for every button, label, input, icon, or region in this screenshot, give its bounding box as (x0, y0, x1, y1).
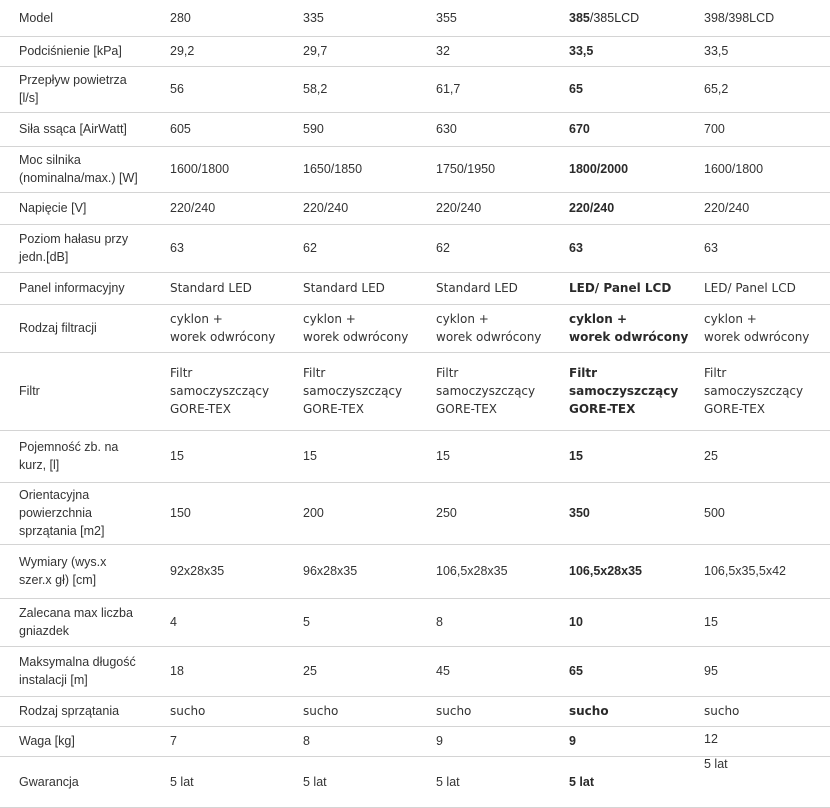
value-cell: 590 (303, 122, 324, 136)
value-cell: 150 (170, 506, 191, 520)
value-cell: 62 (436, 241, 450, 255)
table-row (0, 430, 830, 483)
value-cell: 670 (569, 122, 590, 136)
row-label: Maksymalna długość instalacji [m] (19, 655, 136, 687)
value-cell: 29,7 (303, 44, 328, 58)
value-cell: 1650/1850 (303, 162, 363, 176)
value-cell: LED/ Panel LCD (704, 281, 796, 295)
value-cell: 9 (569, 734, 576, 748)
value-cell: 63 (569, 241, 583, 255)
value-cell: 630 (436, 122, 457, 136)
value-cell: Standard LED (303, 281, 385, 295)
value-cell: 4 (170, 615, 177, 629)
value-cell: 1600/1800 (704, 162, 764, 176)
value-cell: sucho (436, 704, 472, 718)
table-row (0, 598, 830, 647)
value-cell: 700 (704, 122, 725, 136)
row-label: Waga [kg] (19, 734, 75, 748)
row-label: Orientacyjna powierzchnia sprzątania [m2] (19, 488, 105, 538)
value-cell: 25 (704, 449, 718, 463)
value-cell: 15 (303, 449, 317, 463)
value-cell: 95 (704, 664, 718, 678)
value-cell: 63 (170, 241, 184, 255)
value-cell: 63 (704, 241, 718, 255)
value-cell: 5 lat (569, 774, 595, 789)
value-cell: Standard LED (170, 281, 252, 295)
value-cell: 5 lat (704, 756, 728, 771)
value-cell: 220/240 (170, 201, 216, 215)
row-label: Filtr (19, 384, 40, 398)
value-cell: cyklon + worek odwrócony (170, 312, 276, 344)
table-row (0, 544, 830, 599)
table-row (0, 224, 830, 273)
row-label: Rodzaj filtracji (19, 321, 97, 335)
value-cell: 61,7 (436, 82, 461, 96)
value-cell: 65 (569, 82, 583, 96)
value-cell: 350 (569, 506, 590, 520)
value-cell: 398/398LCD (704, 11, 775, 25)
value-cell: 25 (303, 664, 317, 678)
value-cell: 1750/1950 (436, 162, 496, 176)
value-cell: 220/240 (569, 201, 615, 215)
value-cell: 29,2 (170, 44, 195, 58)
value-cell: 355 (436, 11, 457, 25)
value-cell: 32 (436, 44, 450, 58)
value-cell: Filtr samoczyszczący GORE-TEX (436, 366, 536, 416)
value-cell: Filtr samoczyszczący GORE-TEX (303, 366, 403, 416)
table-row (0, 146, 830, 193)
table-row (0, 36, 830, 67)
value-cell: 106,5x35,5x42 (704, 564, 787, 578)
value-cell: 605 (170, 122, 191, 136)
value-cell: 33,5 (569, 44, 594, 58)
value-cell: Filtr samoczyszczący GORE-TEX (170, 366, 270, 416)
row-label: Podciśnienie [kPa] (19, 44, 122, 58)
value-cell: cyklon + worek odwrócony (569, 312, 689, 344)
value-cell: 1800/2000 (569, 162, 629, 176)
value-cell: cyklon + worek odwrócony (704, 312, 810, 344)
value-cell: 15 (569, 449, 583, 463)
row-label: Siła ssąca [AirWatt] (19, 122, 127, 136)
value-cell: 220/240 (704, 201, 750, 215)
table-row (0, 646, 830, 697)
value-cell: 250 (436, 506, 457, 520)
row-label: Pojemność zb. na kurz, [l] (19, 440, 119, 472)
value-cell: 45 (436, 664, 450, 678)
row-label: Poziom hałasu przy jedn.[dB] (19, 232, 129, 264)
value-cell: 33,5 (704, 44, 729, 58)
value-cell: LED/ Panel LCD (569, 281, 672, 295)
table-row (0, 0, 830, 37)
table-row (0, 112, 830, 147)
row-label: Moc silnika (nominalna/max.) [W] (19, 153, 138, 185)
value-cell: 5 lat (303, 774, 327, 789)
table-row (0, 482, 830, 545)
value-cell: sucho (704, 704, 740, 718)
row-label: Przepływ powietrza [l/s] (19, 73, 127, 105)
value-cell: cyklon + worek odwrócony (436, 312, 542, 344)
row-label: Rodzaj sprzątania (19, 704, 120, 718)
row-label: Napięcie [V] (19, 201, 87, 215)
table-row (0, 756, 830, 808)
value-cell: 18 (170, 664, 184, 678)
row-label: Model (19, 11, 54, 25)
value-cell: sucho (170, 704, 206, 718)
value-cell: 15 (436, 449, 450, 463)
table-row (0, 66, 830, 113)
value-cell: 106,5x28x35 (569, 564, 642, 578)
value-cell: 200 (303, 506, 324, 520)
row-label: Zalecana max liczba gniazdek (19, 606, 133, 638)
value-cell: 7 (170, 734, 177, 748)
row-label: Gwarancja (19, 774, 79, 789)
value-cell: 5 lat (170, 774, 194, 789)
value-cell: 9 (436, 734, 443, 748)
value-cell: 385/385LCD (569, 11, 640, 25)
value-cell: Standard LED (436, 281, 518, 295)
table-row (0, 304, 830, 353)
value-cell: 92x28x35 (170, 564, 225, 578)
value-cell: 10 (569, 615, 583, 629)
value-cell: 5 (303, 615, 310, 629)
row-label: Wymiary (wys.x szer.x gł) [cm] (19, 555, 107, 587)
value-cell: 96x28x35 (303, 564, 358, 578)
value-cell: 280 (170, 11, 191, 25)
value-cell: 220/240 (436, 201, 482, 215)
value-cell: sucho (303, 704, 339, 718)
value-cell: 500 (704, 506, 725, 520)
value-cell: 65 (569, 664, 583, 678)
value-cell: 58,2 (303, 82, 328, 96)
value-cell: Filtr samoczyszczący GORE-TEX (569, 366, 679, 416)
table-row (0, 696, 830, 727)
value-cell: 220/240 (303, 201, 349, 215)
table-row (0, 272, 830, 305)
value-cell: 62 (303, 241, 317, 255)
table-row (0, 352, 830, 431)
value-cell: Filtr samoczyszczący GORE-TEX (704, 366, 804, 416)
value-cell: 15 (704, 615, 718, 629)
value-cell: 12 (704, 732, 718, 746)
value-cell: 8 (303, 734, 310, 748)
row-label: Panel informacyjny (19, 281, 125, 295)
value-cell: 5 lat (436, 774, 460, 789)
value-cell: cyklon + worek odwrócony (303, 312, 409, 344)
value-cell: 335 (303, 11, 324, 25)
value-cell: 8 (436, 615, 443, 629)
value-cell: 106,5x28x35 (436, 564, 508, 578)
value-cell: sucho (569, 704, 609, 718)
value-cell: 56 (170, 82, 184, 96)
table-row (0, 192, 830, 225)
value-cell: 65,2 (704, 82, 729, 96)
value-cell: 15 (170, 449, 184, 463)
value-cell: 1600/1800 (170, 162, 230, 176)
